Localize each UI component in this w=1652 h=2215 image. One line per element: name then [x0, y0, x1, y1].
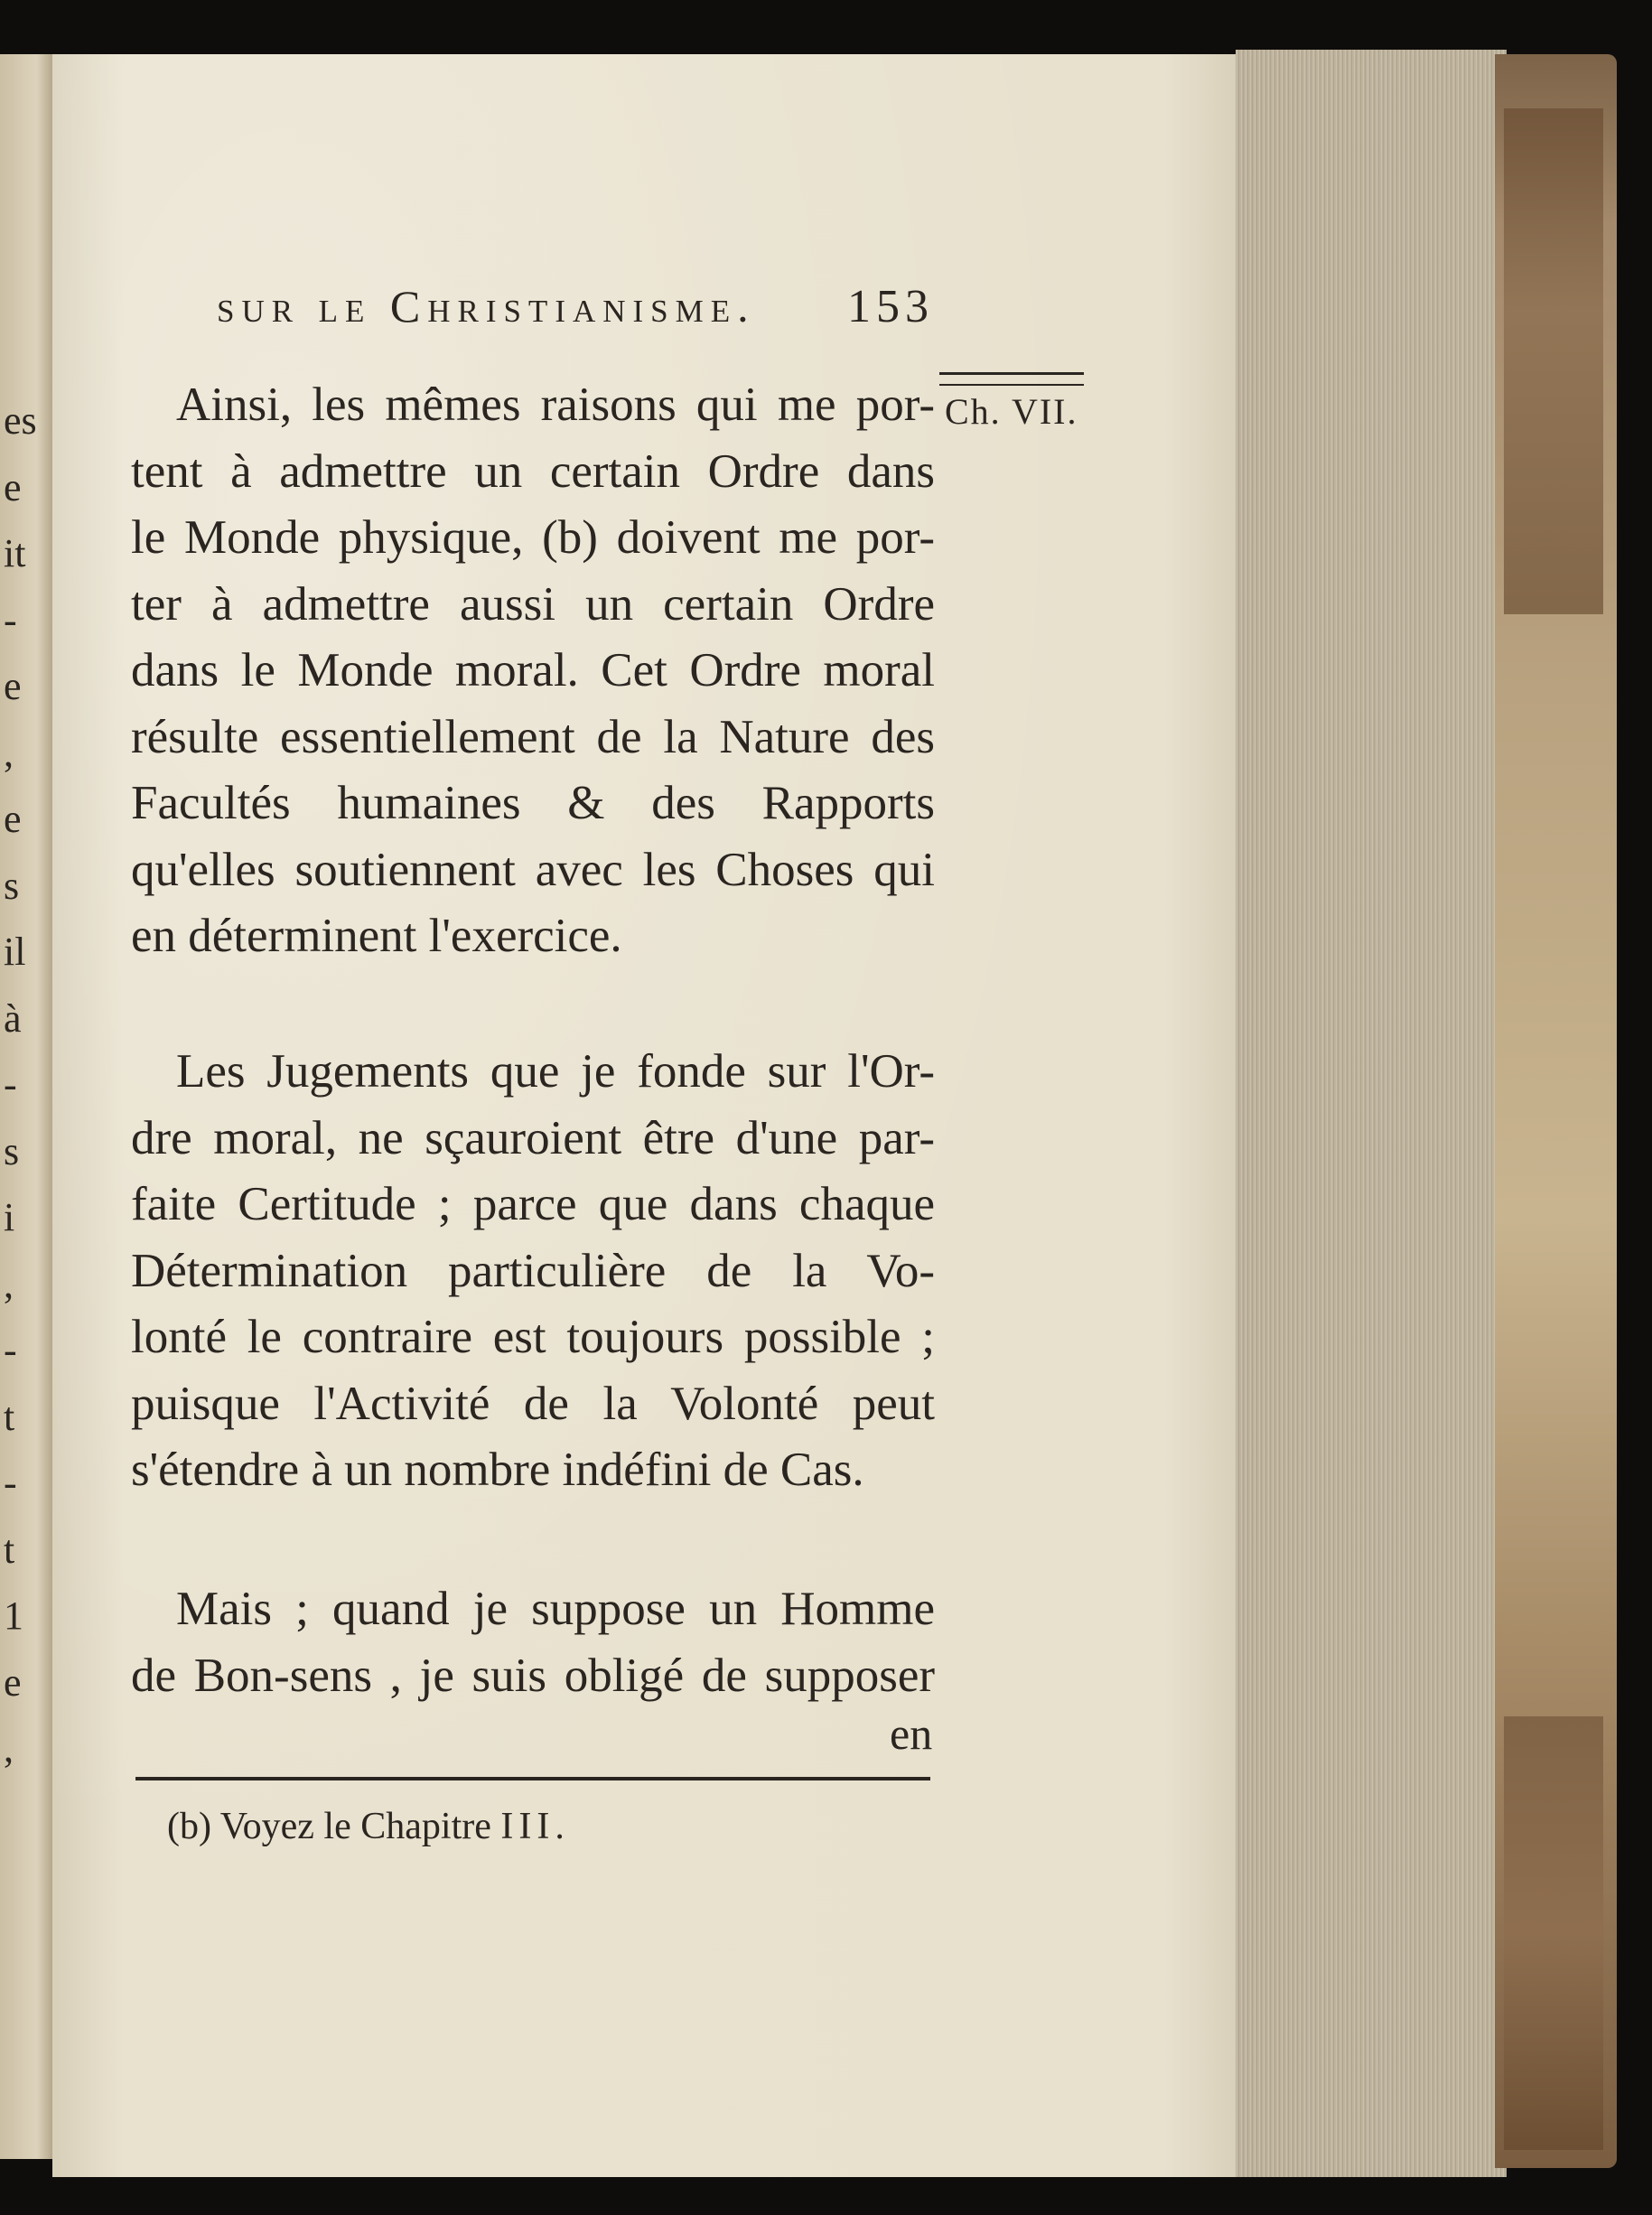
- running-head-text: sur le Christianisme.: [217, 281, 756, 332]
- previous-page-fragment: e: [4, 464, 22, 509]
- previous-page-fragment: e: [4, 664, 22, 708]
- previous-page-fragment: ,: [4, 1726, 14, 1771]
- page-number: 153: [847, 281, 934, 332]
- text-line: lonté le contraire est toujours possible ;: [131, 1311, 935, 1363]
- page-edges: [1236, 50, 1507, 2177]
- text-line: Les Jugements que je fonde sur l'Or-: [176, 1045, 935, 1098]
- catchword: en: [890, 1708, 933, 1759]
- previous-page-fragment: ,: [4, 730, 14, 775]
- text-line: Mais ; quand je suppose un Homme: [176, 1583, 935, 1635]
- text-line: s'étendre à un nombre indéfini de Cas.: [131, 1444, 864, 1496]
- footnote: [167, 1805, 570, 1848]
- previous-page-fragment: e: [4, 797, 22, 841]
- previous-page-fragment: -: [4, 1062, 17, 1107]
- paragraph-2: [131, 1039, 935, 1504]
- footnote-text: Voyez le Chapitre: [219, 1806, 491, 1847]
- previous-page-fragment: es: [4, 398, 37, 443]
- text-line: de Bon-sens , je suis obligé de supposer: [131, 1649, 935, 1702]
- text-line: Détermination particulière de la Vo-: [131, 1244, 935, 1297]
- text-line: résulte essentiellement de la Nature des: [131, 710, 935, 763]
- previous-page-fragment: à: [4, 995, 22, 1041]
- text-line: puisque l'Activité de la Volonté peut: [131, 1377, 935, 1430]
- text-line: dre moral, ne sçauroient être d'une par-: [131, 1111, 935, 1164]
- previous-page-fragment: e: [4, 1659, 22, 1705]
- running-head: [217, 280, 756, 332]
- margin-rule: [939, 372, 1084, 386]
- text-line: Ainsi, les mêmes raisons qui me por-: [176, 379, 935, 431]
- text-line: dans le Monde moral. Cet Ordre moral: [131, 644, 935, 696]
- text-line: en déterminent l'exercice.: [131, 910, 622, 962]
- previous-page-fragment: -: [4, 1328, 17, 1372]
- previous-page-fragment: 1: [4, 1593, 23, 1638]
- text-line: tent à admettre un certain Ordre dans: [131, 444, 935, 498]
- paragraph-3: [131, 1576, 935, 1709]
- text-line: faite Certitude ; parce que dans chaque: [131, 1178, 935, 1230]
- cover-leather-band-lower: [1504, 1716, 1603, 2150]
- footnote-marker: (b): [167, 1806, 211, 1847]
- previous-page-fragment: -: [4, 1461, 17, 1505]
- footnote-rule: [135, 1777, 930, 1780]
- previous-page-fragment: t: [4, 1527, 15, 1572]
- previous-page-fragment: s: [4, 1128, 20, 1173]
- text-line: ter à admettre aussi un certain Ordre: [131, 577, 935, 631]
- text-line: qu'elles soutiennent avec les Choses qui: [131, 843, 935, 896]
- previous-page-fragment: ,: [4, 1261, 14, 1306]
- cover-leather-band: [1504, 108, 1603, 614]
- previous-page-fragment: -: [4, 597, 17, 642]
- text-line: le Monde physique, (b) doivent me por-: [131, 511, 935, 564]
- text-line: Facultés humaines & des Rapports: [131, 777, 935, 829]
- previous-page-fragment: i: [4, 1195, 15, 1239]
- previous-page-fragment: t: [4, 1394, 15, 1439]
- previous-page-fragment: it: [4, 531, 26, 575]
- footnote-numeral: III.: [500, 1806, 570, 1847]
- chapter-margin-note: Ch. VII.: [945, 391, 1078, 432]
- paragraph-1: [131, 372, 935, 970]
- previous-page-fragment: il: [4, 930, 26, 974]
- previous-page-fragment: s: [4, 863, 20, 908]
